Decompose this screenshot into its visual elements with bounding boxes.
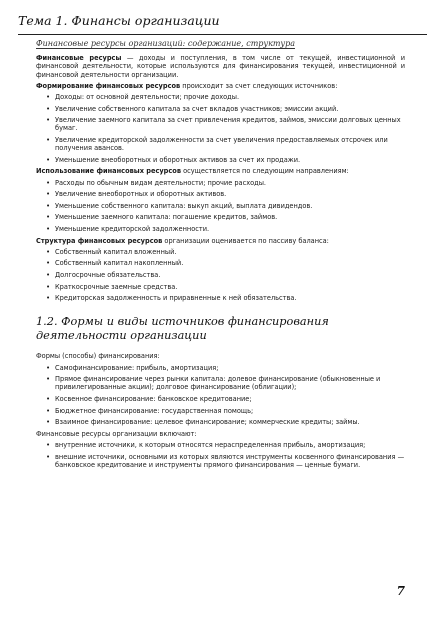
list-item-text: Самофинансирование: прибыль, амортизация; — [55, 363, 219, 372]
list-item-text: Собственный капитал накопленный. — [55, 259, 184, 268]
formation-paragraph — [36, 82, 405, 90]
bullet-icon: • — [46, 136, 51, 144]
list-item-text: внутренние источники, к которым относятся нераспределенная прибыль, амортизация; — [55, 440, 366, 449]
bullet-icon: • — [46, 213, 51, 222]
sources-intro: Финансовые ресурсы организации включают: — [36, 429, 197, 438]
list-item-text: Прямое финансирование через рынки капитала: долевое финансирование (обыкновенные и привилегированные акции); долговое финансирование (облигации); — [55, 375, 381, 392]
list-item — [46, 364, 405, 372]
list-item-text: Собственный капитал вложенный. — [55, 247, 177, 256]
list-item-text: Увеличение собственного капитала за счет вкладов участников; эмиссии акций. — [55, 104, 339, 113]
list-item-text: Бюджетное финансирование: государственная помощь; — [55, 406, 254, 415]
list-item — [46, 395, 405, 403]
bullet-icon: • — [46, 259, 51, 268]
list-item — [46, 105, 405, 113]
subheading: Финансовые ресурсы организаций: содержание, структура — [36, 39, 295, 48]
formation-list — [36, 93, 405, 164]
list-item-text: Уменьшение собственного капитала: выкуп акций, выплата дивидендов. — [55, 201, 313, 210]
list-item — [46, 136, 405, 152]
bullet-icon: • — [46, 201, 51, 210]
bullet-icon: • — [46, 155, 51, 164]
list-item — [46, 248, 405, 256]
bullet-icon: • — [46, 294, 51, 303]
list-item — [46, 93, 405, 101]
bullet-icon: • — [46, 178, 51, 187]
list-item-text: внешние источники, основными из которых являются инструменты косвенного финансирования — банковское кредитование и инструменты прямого финансирования — ценные бумаги. — [55, 452, 405, 469]
running-header — [18, 10, 427, 35]
structure-paragraph — [36, 237, 405, 245]
bullet-icon: • — [46, 282, 51, 291]
list-item-text: Увеличение кредиторской задолженности за счет увеличения предоставляемых отсрочек или получения авансов. — [55, 136, 388, 153]
list-item-text: Увеличение внеоборотных и оборотных активов. — [55, 190, 227, 199]
list-item-text: Косвенное финансирование: банковское кредитование; — [55, 394, 252, 403]
bullet-icon: • — [46, 375, 51, 384]
list-item-text: Уменьшение кредиторской задолженности. — [55, 224, 210, 233]
forms-list — [36, 364, 405, 427]
list-item-text: Увеличение заемного капитала за счет привлечения кредитов, займов, эмиссии долговых ценных бумаг. — [55, 116, 401, 133]
page-content — [36, 40, 405, 472]
definition-text: — доходы и поступления, в том числе от текущей, инвестиционной и финансовой деятельности, которые используются для финансирования текущей, инвестиционной и финансовой деятельности организации. — [36, 54, 405, 79]
bullet-icon: • — [46, 104, 51, 113]
list-item — [46, 179, 405, 187]
list-item-text: Краткосрочные заемные средства. — [55, 282, 178, 291]
list-item — [46, 190, 405, 198]
bullet-icon: • — [46, 247, 51, 256]
list-item-text: Долгосрочные обязательства. — [55, 270, 161, 279]
list-item-text: Уменьшение внеоборотных и оборотных активов за счет их продажи. — [55, 155, 301, 164]
usage-list — [36, 179, 405, 234]
formation-term: Формирование финансовых ресурсов — [36, 81, 181, 90]
bullet-icon: • — [46, 116, 51, 125]
formation-text: происходит за счет следующих источников: — [180, 81, 338, 90]
structure-list — [36, 248, 405, 303]
list-item-text: Кредиторская задолженность и приравненные к ней обязательства. — [55, 294, 297, 303]
list-item — [46, 225, 405, 233]
usage-paragraph — [36, 167, 405, 175]
bullet-icon: • — [46, 394, 51, 403]
list-item-text: Уменьшение заемного капитала: погашение кредитов, займов. — [55, 213, 278, 222]
definition-paragraph — [36, 54, 405, 79]
sources-list — [36, 441, 405, 469]
forms-intro: Формы (способы) финансирования: — [36, 352, 160, 361]
list-item-text: Взаимное финансирование: целевое финансирование; коммерческие кредиты; займы. — [55, 418, 360, 427]
list-item — [46, 407, 405, 415]
bullet-icon: • — [46, 270, 51, 279]
bullet-icon: • — [46, 190, 51, 199]
bullet-icon: • — [46, 406, 51, 415]
definition-term: Финансовые ресурсы — [36, 54, 122, 63]
list-item-text: Расходы по обычным видам деятельности; прочие расходы. — [55, 178, 267, 187]
bullet-icon: • — [46, 440, 51, 449]
list-item — [46, 453, 405, 469]
header-title: Тема 1. Финансы организации — [18, 13, 220, 28]
list-item — [46, 441, 405, 449]
list-item — [46, 294, 405, 302]
bullet-icon: • — [46, 418, 51, 427]
structure-term: Структура финансовых ресурсов — [36, 236, 163, 245]
list-item — [46, 156, 405, 164]
usage-term: Использование финансовых ресурсов — [36, 167, 182, 176]
bullet-icon: • — [46, 363, 51, 372]
list-item — [46, 116, 405, 132]
list-item-text: Доходы: от основной деятельности; прочие доходы. — [55, 93, 240, 102]
list-item — [46, 271, 405, 279]
list-item — [46, 283, 405, 291]
page-number: 7 — [396, 584, 405, 598]
section-title: 1.2. Формы и виды источников финансирования деятельности организации — [36, 315, 329, 343]
bullet-icon: • — [46, 93, 51, 102]
list-item — [46, 418, 405, 426]
list-item — [46, 259, 405, 267]
structure-text: организации оценивается по пассиву баланса: — [162, 236, 329, 245]
list-item — [46, 213, 405, 221]
list-item — [46, 202, 405, 210]
list-item — [46, 375, 405, 391]
bullet-icon: • — [46, 452, 51, 461]
usage-text: осуществляется по следующим направлениям: — [181, 167, 349, 176]
bullet-icon: • — [46, 224, 51, 233]
